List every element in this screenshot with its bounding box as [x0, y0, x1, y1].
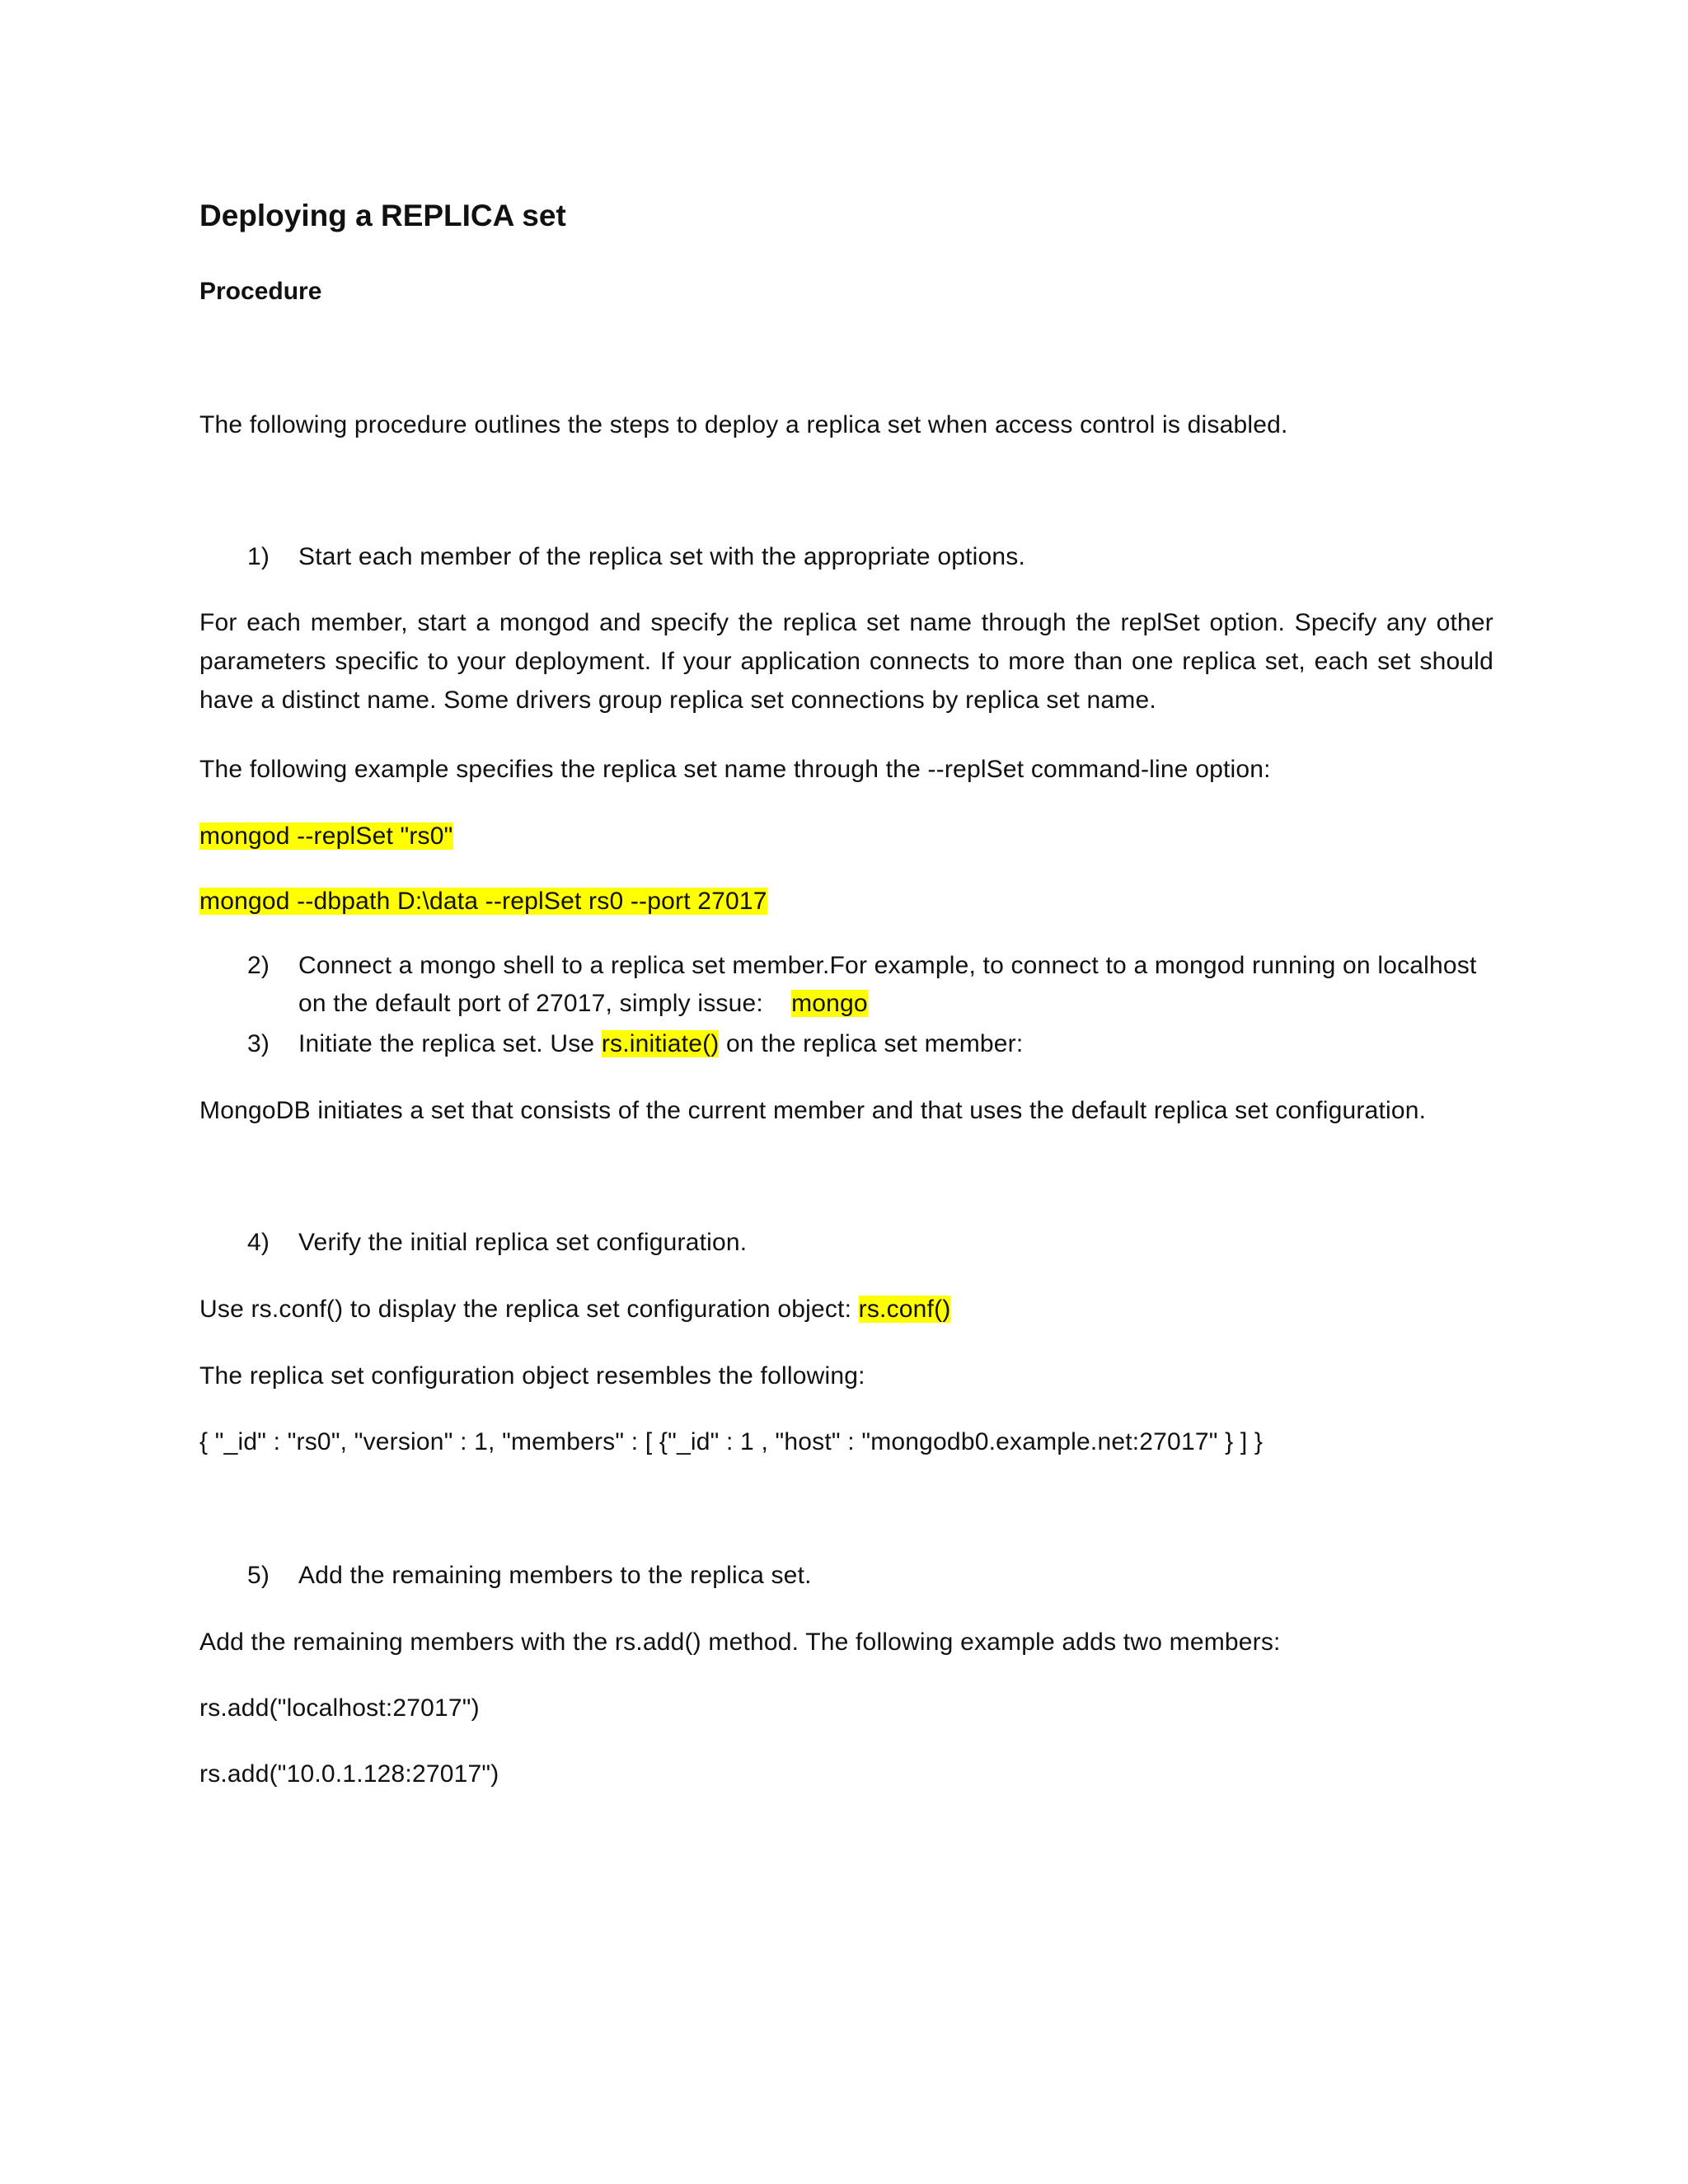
step-number: 4)	[247, 1229, 270, 1256]
conf-text: Use rs.conf() to display the replica set configuration object:	[199, 1296, 859, 1323]
step-number: 3)	[247, 1030, 270, 1057]
conf-paragraph	[199, 1291, 950, 1328]
config-object: { "_id" : "rs0", "version" : 1, "members" : [ {"_id" : 1 , "host" : "mongodb0.example.net:27017" } ] }	[199, 1428, 1264, 1455]
step-number: 5)	[247, 1562, 270, 1589]
step-text-part: on the replica set member:	[719, 1030, 1024, 1057]
config-intro-paragraph: The replica set configuration object resembles the following:	[199, 1362, 865, 1390]
step-text: Verify the initial replica set configuration.	[298, 1229, 748, 1256]
step-text: Connect a mongo shell to a replica set member.For example, to connect to a mongod running on localhost	[298, 952, 1477, 979]
add-command-1: rs.add("localhost:27017")	[199, 1694, 480, 1722]
section-heading: Procedure	[199, 278, 322, 305]
step-text-part: on the default port of 27017, simply issue:	[298, 990, 763, 1017]
step-text-part: Initiate the replica set. Use	[298, 1030, 602, 1057]
document-title: Deploying a REPLICA set	[199, 199, 566, 232]
code-line-1	[199, 818, 453, 855]
intro-paragraph: The following procedure outlines the steps to deploy a replica set when access control is disabled.	[199, 411, 1288, 438]
example-intro-paragraph: The following example specifies the replica set name through the --replSet command-line option:	[199, 756, 1271, 783]
step-text: Add the remaining members to the replica set.	[298, 1562, 812, 1589]
step-number: 1)	[247, 543, 270, 570]
member-options-paragraph: For each member, start a mongod and specify the replica set name through the replSet option. Specify any other parameters specific to your deployment. If your application connects to more than one replica set, each set should have a distinct name. Some drivers group replica set connections by replica set name.	[199, 609, 1493, 714]
highlighted-code: mongod --replSet "rs0"	[199, 823, 453, 850]
initiate-description: MongoDB initiates a set that consists of the current member and that uses the default replica set configuration.	[199, 1097, 1427, 1124]
add-members-paragraph: Add the remaining members with the rs.add() method. The following example adds two members:	[199, 1629, 1281, 1656]
step-text	[298, 1026, 1023, 1062]
highlighted-code: rs.initiate()	[601, 1030, 720, 1057]
highlighted-code: mongo	[791, 990, 868, 1017]
step-number: 2)	[247, 952, 270, 979]
step-text-continued	[298, 986, 868, 1022]
code-line-2	[199, 883, 767, 920]
add-command-2: rs.add("10.0.1.128:27017")	[199, 1760, 499, 1788]
highlighted-code: rs.conf()	[858, 1296, 951, 1323]
step-text: Start each member of the replica set with the appropriate options.	[298, 543, 1025, 570]
highlighted-code: mongod --dbpath D:\data --replSet rs0 --port 27017	[199, 888, 767, 915]
